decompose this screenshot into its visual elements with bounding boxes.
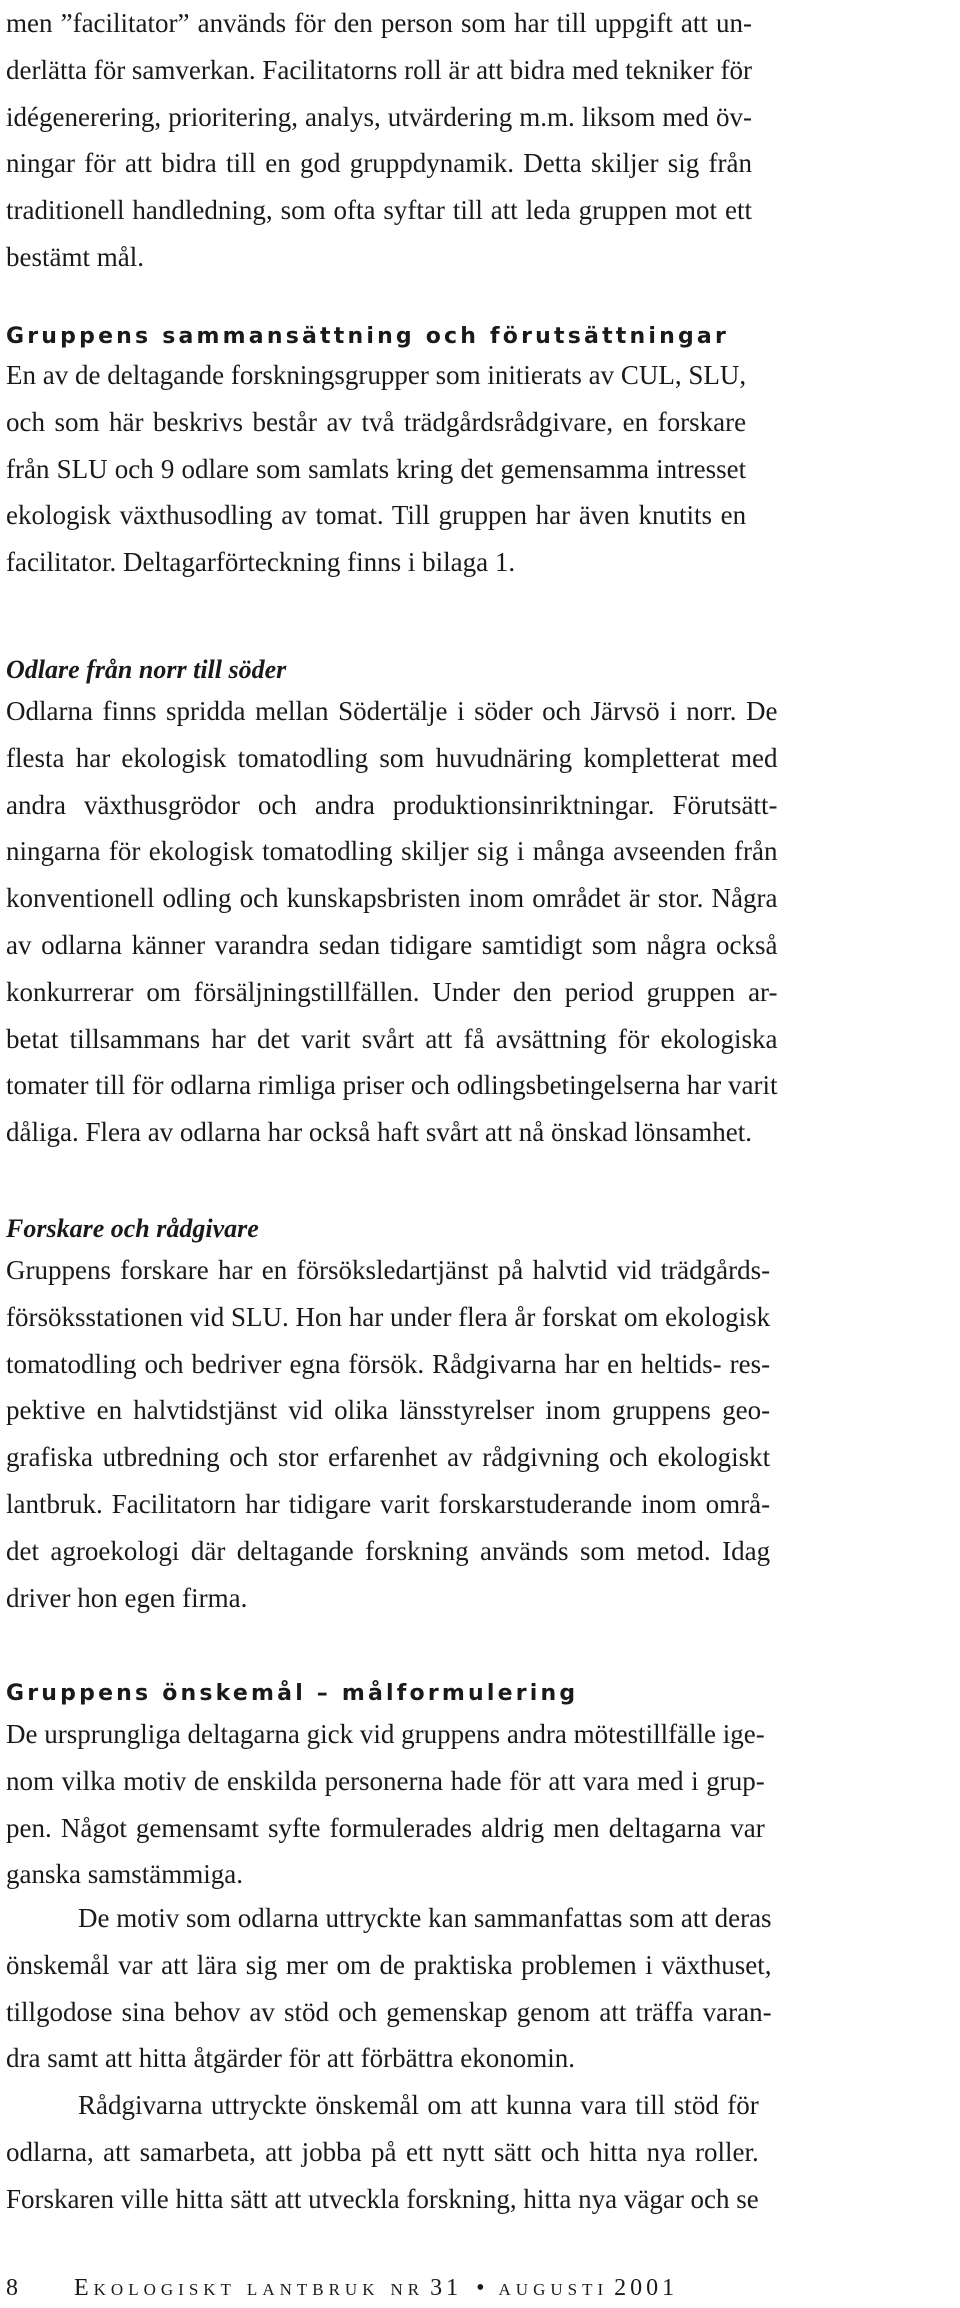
text-line: derlätta för samverkan. Facilitatorns roll är att bidra med tekniker för: [6, 54, 752, 85]
goals-paragraph-1: [6, 1711, 765, 1898]
text-line: Gruppens forskare har en försöksledartjänst på halvtid vid trädgårds-: [6, 1255, 771, 1285]
text-line: dåliga. Flera av odlarna har också haft svårt att nå önskad lönsamhet.: [6, 1117, 752, 1148]
bullet-separator: •: [476, 2275, 485, 2301]
text-line: nom vilka motiv de enskilda personerna hade för att vara med i grup-: [6, 1765, 765, 1796]
section-heading-composition: Gruppens sammansättning och förutsättningar: [6, 324, 730, 349]
text-line: bestämt mål.: [6, 241, 144, 272]
text-line: De motiv som odlarna uttryckte kan sammanfattas som att deras: [78, 1903, 772, 1933]
text-line: försöksstationen vid SLU. Hon har under flera år forskat om ekologisk: [6, 1301, 771, 1332]
subheading-growers: Odlare från norr till söder: [6, 655, 287, 684]
text-line: ningar för att bidra till en god gruppdynamik. Detta skiljer sig från: [6, 148, 752, 179]
section-heading-goals: Gruppens önskemål – målformulering: [6, 1681, 579, 1706]
text-line: från SLU och 9 odlare som samlats kring det gemensamma intresset: [6, 453, 747, 484]
text-line: facilitator. Deltagarförteckning finns i bilaga 1.: [6, 547, 516, 578]
subheading-researchers-advisors: Forskare och rådgivare: [6, 1214, 259, 1243]
text-line: andra växthusgrödor och andra produktionsinriktningar. Förutsätt-: [6, 789, 778, 820]
text-line: tomatodling och bedriver egna försök. Rådgivarna har en heltids- res-: [6, 1348, 771, 1379]
text-line: och som här beskrivs består av två trädgårdsrådgivare, en forskare: [6, 406, 747, 437]
text-line: tomater till för odlarna rimliga priser och odlingsbetingelserna har varit: [6, 1070, 778, 1101]
text-line: dra samt att hitta åtgärder för att förbättra ekonomin.: [6, 2043, 576, 2074]
text-line: lantbruk. Facilitatorn har tidigare varit forskarstuderande inom områ-: [6, 1488, 771, 1519]
text-line: det agroekologi där deltagande forskning används som metod. Idag: [6, 1535, 771, 1566]
text-line: traditionell handledning, som ofta syftar till att leda gruppen mot ett: [6, 195, 752, 226]
text-line: De ursprungliga deltagarna gick vid gruppens andra mötestillfälle ige-: [6, 1719, 765, 1749]
text-line: Forskaren ville hitta sätt att utveckla forskning, hitta nya vägar och se: [6, 2183, 759, 2214]
text-line: betat tillsammans har det varit svårt att få avsättning för ekologiska: [6, 1023, 778, 1054]
text-line: av odlarna känner varandra sedan tidigare samtidigt som några också: [6, 929, 778, 960]
page-footer: [6, 2268, 806, 2308]
text-line: odlarna, att samarbeta, att jobba på ett nytt sätt och hitta nya roller.: [6, 2136, 759, 2167]
goals-paragraph-3: [6, 2082, 759, 2222]
text-line: pektive en halvtidstjänst vid olika länsstyrelser inom gruppens geo-: [6, 1395, 771, 1426]
growers-paragraph: [6, 688, 778, 1156]
text-line: En av de deltagande forskningsgrupper som initierats av CUL, SLU,: [6, 360, 747, 390]
text-line: idégenerering, prioritering, analys, utvärdering m.m. liksom med öv-: [6, 101, 752, 132]
text-line: pen. Något gemensamt syfte formulerades aldrig men deltagarna var: [6, 1812, 765, 1843]
text-line: ningarna för ekologisk tomatodling skiljer sig i många avseenden från: [6, 836, 778, 867]
text-line: önskemål var att lära sig mer om de praktiska problemen i växthuset,: [6, 1949, 772, 1980]
text-line: Odlarna finns spridda mellan Södertälje i söder och Järvsö i norr. De: [6, 696, 778, 726]
text-line: flesta har ekologisk tomatodling som huvudnäring kompletterat med: [6, 742, 778, 773]
goals-paragraph-2: [6, 1895, 772, 2082]
journal-title: Ekologiskt lantbruk nr: [74, 2275, 425, 2301]
page-number: 8: [6, 2275, 18, 2301]
text-line: tillgodose sina behov av stöd och gemenskap genom att träffa varan-: [6, 1996, 772, 2027]
text-line: Rådgivarna uttryckte önskemål om att kunna vara till stöd för: [78, 2090, 759, 2120]
issue-month: augusti: [498, 2275, 609, 2301]
text-line: ekologisk växthusodling av tomat. Till gruppen har även knutits en: [6, 500, 747, 531]
text-line: grafiska utbredning och stor erfarenhet av rådgivning och ekologiskt: [6, 1442, 771, 1473]
issue-year: 2001: [614, 2275, 679, 2301]
text-line: ganska samstämmiga.: [6, 1859, 243, 1890]
issue-number: 31: [430, 2275, 463, 2301]
intro-paragraph: [6, 0, 752, 281]
text-line: driver hon egen firma.: [6, 1582, 248, 1613]
researchers-paragraph: [6, 1247, 770, 1621]
text-line: men ”facilitator” används för den person som har till uppgift att un-: [6, 8, 752, 38]
text-line: konkurrerar om försäljningstillfällen. Under den period gruppen ar-: [6, 976, 778, 1007]
text-line: konventionell odling och kunskapsbristen inom området är stor. Några: [6, 883, 778, 914]
composition-paragraph: [6, 352, 746, 586]
